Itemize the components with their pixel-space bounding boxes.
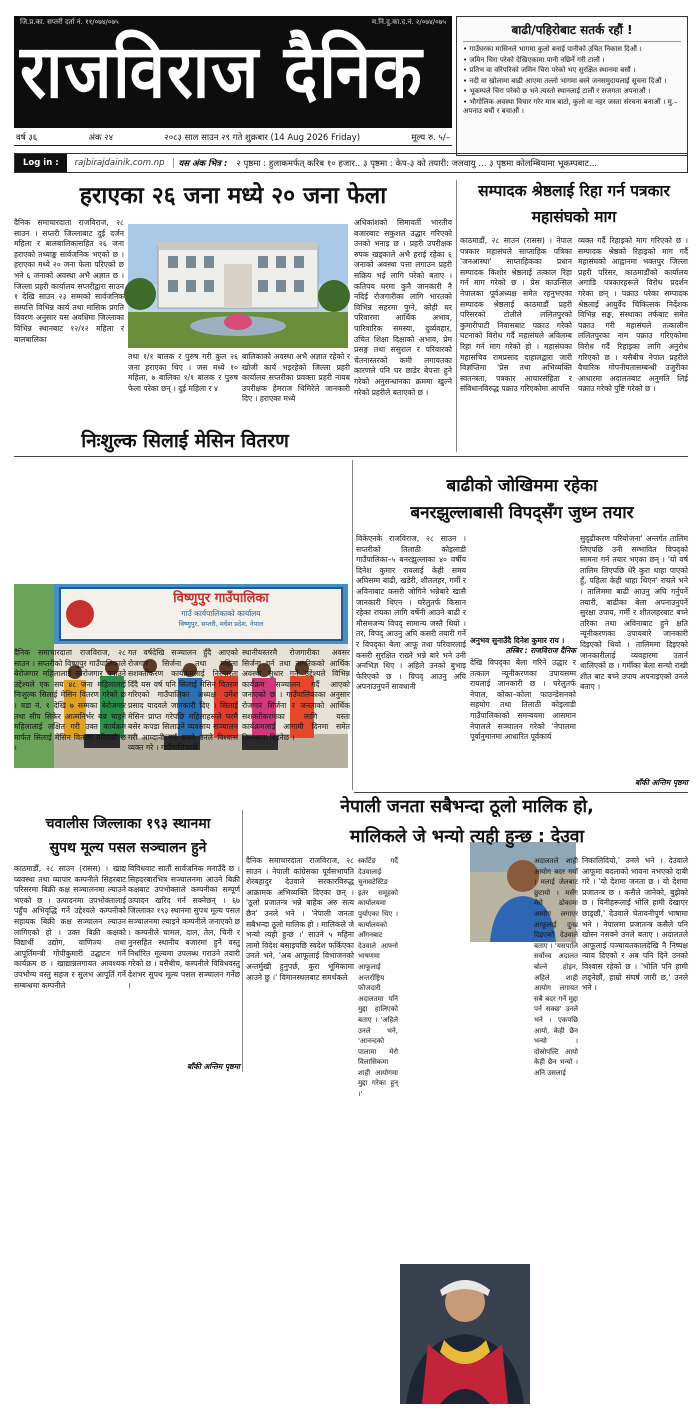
- headline-sewing-machine: निःशुल्क सिलाई मेसिन वितरण: [81, 430, 289, 452]
- police-building-illustration: [128, 224, 348, 348]
- article-deuba-col1: दैनिक समाचारदाता राजविराज, २८ साउन । नेपाली कांग्रेसका पूर्वसभापति शेरबहादुर देउवाले सरकारविरुद्ध आक्रामक अभिव्यक्ति दिएका छन् । 'ठूलो प्रजातन्त्र भन्ने बाहेक अरु सत्य छैन' उनले भने । 'नेपाली जनता सबैभन्दा ठूलो मालिक हो । मालिकले जे भन्यो त्यही हुन्छ ।' साउने ५ महिना लामो विदेश बसाइपछि स्वदेश फर्किएका उनले भने, 'अब आफूलाई विभाजनको अन्तर्मुखी हुनुपर्छ, कुरा भूमिकामा आउने छु ।' विमानस्थलबाट समर्थकले: [246, 856, 354, 982]
- article-editor-col2: व्यक्त गर्दै रिहाइको माग गरिएको छ । सम्पादक श्रेष्ठको रिहाइको माग गर्दै महासंघको आह्वानमा भक्तपुर जिल्ला प्रहरी परिसर, काठमाडौंको कार्यालय अगाडि पत्रकारहरूले विरोध प्रदर्शन गरेका छन् । पक्राउ परेका सम्पादक श्रेष्ठलाई आयुर्वेद चिकित्सक निर्देशक विभिन्न सङ्घ, संस्थाका तर्फबाट समेत पक्राउ गरी महासंघले तत्कालीन ललितपुरका नाम पक्राउ गरिएकोमा विरोध गर्दै रिहाइका लागि अनुरोध गरिएको छ । यसैबीच नेपाल प्रहरीले वैचारिक गोपनीयतासम्बन्धी उजुरीका आधारमा अदालतबाट अनुमति लिई पक्राउ गरेको पुष्टि गरेको छ ।: [578, 236, 688, 394]
- headline-fair-price-2: सुपथ मूल्य पसल सञ्चालन हुने: [49, 840, 207, 856]
- notice-list: [463, 45, 681, 117]
- article-sewing-col2: गत वर्षदेखि सञ्चालन हुँदै आएको रोजगार सिर्जना तथा महिला सशक्तीकरण कार्यक्रमलाई निरन्तरता दिँदै यस वर्ष पनि सिलाई मेसिन वितरण गरिएको गाउँपालिका अध्यक्ष उमेश प्रसाद यादवले जानकारी दिए । सिलाई मेसिन प्राप्त गरेपछि महिलाहरूले घरमै बसेर कपडा सिलाउने व्यवसाय सञ्चालन गरी आम्दानी गर्न सक्ने उनले विश्वास व्यक्त गरे । गाउँपालिकाले: [128, 648, 238, 753]
- newspaper-title: राजविराज दैनिक: [20, 29, 424, 115]
- article-missing-col1: दैनिक समाचारदाता राजविराज, २८ साउन । सप्तरी जिल्लाबाट दुई दर्जन महिला र बालबालिकासहित २६ जना हराएको तथ्याङ्क सार्वजनिक भएको छ । हराएका मध्ये २० जना फेला परिएको छ भने ६ जनाको अवस्था अभै अज्ञात छ । जिल्ला प्रहरी कार्यालय सप्तरीद्वारा साउन १ देखि साउन २३ सम्मको सार्वजनिक सम्पत्ति विभिन्न कार्य तथा मासिक प्रगति विवरण अनुसार यस अवधिमा जिल्लाका विभिन्न स्थानबाट १२/१२ महिला र बालबालिका: [14, 218, 124, 344]
- column-divider: [352, 460, 353, 790]
- headline-flood-risk-1: बाढीको जोखिममा रहेका: [446, 476, 598, 496]
- ticker-bar: [14, 153, 688, 173]
- article-flood-col2: देखि विपद्का बेला गरिने उद्धार र तत्काल न्यूनीकरणका उपायसम्म रायलाई जानकारी छ । घरेलुतर्फ नेपाल, कोका–कोला फाउन्डेसनको सहयोग तथा तिलाठी कोइलाडी गाउँपालिकाको समन्वयमा आसमान नेपालले सञ्चालन गरेको 'नेपालमा पूर्वानुमानमा आधारित पूर्वकार्य: [470, 658, 576, 742]
- headline-missing-found: हराएका २६ जना मध्ये २० जना फेला: [79, 183, 387, 209]
- inside-label: यस अंक भित्र :: [178, 158, 228, 169]
- issue-date: २०८३ साल साउन २९ गते शुक्रबार (14 Aug 2026 Friday): [164, 133, 361, 143]
- article-deuba-col3: अदालतले शाही आयोग बदर गर्यो । मलाई जेलबाट छुटायो । मसँग मेरो ढोकामा आयोग लगाएर आफूलाई दुःख दिइएको देउवाले बताए । 'यसपालि सर्वोच्च अदालत बोल्ने होइन, अहिले शाही आयोग लगायत सबै बदर गर्ने मुद्दा पर्न सक्छ' उनले भने । एकपछि आयो, केही छैन भन्यो । दोस्रोपल्टि आयो केही छैन भन्यो । अनि उसलाई: [534, 857, 578, 1077]
- headline-editor-release: सम्पादक श्रेष्ठलाई रिहा गर्न पत्रकार महासंघको माग: [478, 182, 670, 226]
- photo-police-office: [128, 224, 348, 348]
- notice-item: • जमिन चिरा परेको देखिएकामा पानी नछिर्ने गरी टालौं ।: [463, 56, 681, 66]
- website-link[interactable]: rajbirajdainik.com.np: [67, 158, 174, 168]
- article-flood-col1: विकेएनके राजविराज, २८ साउन । सप्तरीको तिलाठी कोइलाडी गाउँपालिका–५ बनरझुल्लाका ४० वर्षीय दिनेश कुमार रायलाई केही समय अघिसम्म बाढी, खडेरी, शीतलहर, गर्मी र अविनाबाट कसरी जोगिने भन्नेबारे खासै जानकारी थिएन । घरेलुतर्फ किसान रहेका रायका लागि वर्षेनी आउने बाढी र मौसमजन्य विपद् सामान्य जस्तै थियो । तर, विपद् आउनु अघि कसरी तयारी गर्ने र विपद्का बेला आफू तथा परिवारलाई कसरी सुरक्षित राख्ने भन्ने बारे भने उनी अनभिज्ञ थिए । अहिले उनको बुभाइ फेरिएको छ । विपद् आउनु अघि अपनाउनुपर्ने सावधानी: [356, 534, 466, 692]
- issue-number: अंक २४: [88, 133, 114, 143]
- article-missing-col4: अधिकांशको सिमावर्ती भारतीय बजारबाट सकुशल उद्धार गरिएको उनको भनाइ छ । प्रहरी उपरीक्षक रुपक खड्काले अभै हराई रहेका ६ जनाको अवस्था पत्ता लगाउन प्रहरी सक्रिय भई लागि परेको बताए । कतिपय घरमा कुनै जानकारी नै नदिई रोजगारीका लागि भारतको विभिन्न सहरमा पुग्ने, कोही घर परिवारमा आर्थिक अभाव, पारिवारिक समस्या, दुर्व्यवहार, उचित शिक्षा दिक्षाको अभाव, प्रेम प्रसङ्ग तथा ससुराल र परिवारको चेतनास्तरको कमी लगायतका कारणले पनि घर छाडेर बेपत्ता हुने गरेको अनुसन्धानका क्रममा खुल्ने गरेको प्रहरीले बताएको छ ।: [354, 218, 452, 397]
- notice-item: • भूकम्पले चिरा परेको छ भने त्यस्तो स्थानलाई टालौं र सजगता अपनाऔं ।: [463, 87, 681, 97]
- article-sewing-col1: दैनिक समाचारदाता राजविराज, २८ साउन । सप्तरीको विष्णुपुर गाउँपालिकाले बेरोजगार महिलालाई स्वरोजगार बनाउने उद्देश्यले एक सय ४८ जना महिलालाई निःशुल्क सिलाई मेसिन वितरण गरेको छ । वडा नं. १ देखि ७ सम्मका बेरोजगार तथा सीप सिकेर आत्मनिर्भर बन्न चाहने महिलालाई लक्षित गरी उक्त कार्यक्रम मार्फत सिलाई मेसिन वितरण गरिएको छ ।: [14, 648, 126, 753]
- article-editor-col1: काठमाडौं, २८ साउन (रासस) । नेपाल पत्रकार महासंघले साप्ताहिक पत्रिका 'जनआस्था' साप्ताहिकका प्रधान सम्पादक किशोर श्रेष्ठलाई तत्काल रिहा गर्न माग गरेको छ । प्रेस काउन्सिल नेपालका पूर्वअध्यक्ष समेत रहनुभएका सम्पादक श्रेष्ठलाई काठमाडौं प्रहरी परिसरको टोलीले ललितपुरको कुमारीपाटी निवासबाट पक्राउ गरेको घटनाको विरोध गर्दै महासंघले अविलम्ब रिहा गर्न माग गरेको हो । महासंघका महासचिव रामप्रसाद दाहालद्वारा जारी विज्ञप्तिमा 'प्रेस तथा अभिव्यक्ति स्वतन्त्रता, पत्रकार आचारसंहिता र संविधानविरुद्ध पक्राउ गरिएकोमा आपत्ति: [460, 236, 572, 394]
- article-flood-col3: सुदृढीकरण परियोजना' अन्तर्गत तालिम लिएपछि उनी सम्भावित विपद्को सामना गर्न तयार भएका छन् । 'यो वर्ष तालिम लिएपछि धेरै कुरा थाहा पाएको हुँ, पहिला केही थाहा थिएन' रायले भने । तालिममा बाढी आउनु अघि गर्नुपर्ने तयारी, बाढीका बेला अपनाउनुपर्ने सुरक्षा उपाय, गर्मी र शीतलहरबाट बच्ने तरिका तथा अविनाबाट हुने क्षति न्यूनीकरणका उपायबारे जानकारी दिइएको थियो । तालिममा दिइएको जानकारीलाई व्यवहारमा उतार्न थालिएको छ । गर्मीका बेला सन्चो राखी शीत बाट बच्ने उपाय अपनाइएको उनले बताए ।: [580, 534, 688, 692]
- headline-fair-price-1: चवालीस जिल्लाका १९३ स्थानमा: [45, 816, 211, 832]
- registration-right: म.नि.दु.का.द.नं. २/०७४/०७५: [371, 18, 446, 26]
- continued-notice: बाँकी अन्तिम पृष्ठमा: [635, 778, 688, 787]
- headline-flood-risk-2: बनरझुल्लाबासी विपद्सँग जुध्न तयार: [410, 503, 634, 523]
- price: मूल्य रु. ५/–: [411, 133, 450, 143]
- headline-deuba-2: मालिकले जे भन्यो त्यही हुन्छ : देउवा: [349, 827, 585, 847]
- article-missing-col2: तथा १/१ बालक र पुरुष गरी कुल २६ जना हराएका थिए । जस मध्ये १० महिला, ७ बालिका १/१ बालक र पुरुष फेला परेका छन् । दुई महिला र ४: [128, 352, 238, 393]
- photo-caption: अनुभव सुनाउँदै दिनेश कुमार राय ।: [470, 636, 565, 645]
- disaster-notice-box: [456, 16, 688, 156]
- column-divider: [456, 180, 457, 452]
- article-deuba-col2b: [358, 998, 528, 1072]
- article-missing-col3: बालिकाको अवस्था अभै अज्ञात रहेको र खोजी कार्य भइरहेको जिल्ला प्रहरी कार्यालय सप्तरीका प्रवक्ता प्रहरी नायब उपरीक्षक हेमराज थिमिरेले जानकारी दिए । हराएका मध्ये: [242, 352, 350, 404]
- section-divider: [14, 456, 688, 457]
- notice-item: • गाउँघरका मासिनले भागमा कुलो बनाई पानीको उचित निकास दिऔं ।: [463, 45, 681, 55]
- headline-deuba-1: नेपाली जनता सबैभन्दा ठूलो मालिक हो,: [340, 797, 594, 817]
- notice-item: • प्रतिभ वा वरिपरिको जमिन चिरा परेको भए सुरक्षित स्थानमा बसौं ।: [463, 66, 681, 76]
- continued-notice: बाँकी अन्तिम पृष्ठमा: [187, 1062, 240, 1071]
- article-sewing-col3: स्थानीयस्तरमै रोजगारीका अवसर सिर्जना गर्न तथा नागरिकको आर्थिक अवस्था सुधार गर्ने उद्देश्यले विभिन्न कार्यक्रम सञ्चालन गर्दै आएको जनाएको छ । गाउँपालिकाका अनुसार रोजगार सिर्जना र जनताको आर्थिक सशक्तीकरणका लागि यस्ता कार्यक्रमलाई आगामी दिनमा समेत निरन्तरता दिइनेछ ।: [242, 648, 350, 742]
- volume: वर्ष ३६: [16, 133, 38, 143]
- masthead: [14, 16, 452, 128]
- signboard-subtitle: गाउँ कार्यपालिकाको कार्यालय: [181, 609, 261, 618]
- signboard-title: विष्णुपुर गाउँपालिका: [173, 591, 269, 606]
- photo-deuba: [400, 1264, 530, 1404]
- notice-item: • भौगोलिक अवस्था विचार गरेर मात्र बाटो, कुलो वा नहर जस्ता संरचना बनाऔं । मु.–अपनाउ बचौं र बचाऔं ।: [463, 98, 681, 117]
- notice-item: • नदी वा खोलामा बाढी आएमा तल्लो भागमा बस्ने जनसमुदायलाई सूचना दिऔं ।: [463, 77, 681, 87]
- article-fairprice-col2: विविधवाट सातौं सार्वजनिक मनाउँदै छ । सिहदरबारभित्र सञ्चालनमा आउने बिक्री कक्षबाट उपभोक्ताले कम्पनीका सम्पूर्ण उत्पादन खरिद गर्न सक्नेछन् । ६७ जिल्लाका १९३ स्थानमा सुपथ मूल्य पसल सञ्चालनमा ल्याइने कम्पनीले जनाएको छ । कम्पनीले चामल, दाल, तेल, चिनी र नुनसहित स्थानीय बजारमा हुने वस्तु निर्धारित मूल्यमा उपलब्ध गराउने तयारी गरेको छ । यसैबीच, कम्पनीले विविधवस्तु देशभर सुपथ मूल्य पसल सञ्चालन गर्नेछ ।: [128, 864, 240, 990]
- inside-contents: २ पृष्ठमा : हुलाकमर्फत् करिब १० हजार.. ३ पृष्ठमा : केप-३ को तयारी: जलवायु ... ३ पृष्ठमा कोलम्बियामा भूकम्पबाट...: [236, 158, 597, 169]
- column-divider: [242, 810, 243, 1072]
- article-deuba-col2: स्कर्टिङ गर्दै देउवालाई चुनावटेस्टिङ इतर समूहको कार्यालयमा पुर्याएका थिए । कार्यालयको आँगनबाट देउवाले आफ्नो भाषणमा आफूलाई अन्तर्राष्ट्रिय फौजदारी अदालतमा पनि मुद्दा हालिएको बताए । 'अहिले उनले भने, 'आनन्दको पालामा मेरो विलासिकमा शाही आयोगमा मुद्दा गरेका हुन् ।': [358, 857, 398, 1099]
- issue-info-bar: [14, 130, 452, 146]
- article-deuba-col4: निकालिदियो,' उनले भने । देउवाले आफूमा बदलाको भावना नभएको दाबी गरे । 'यो देशमा जनता छ । यो देशमा प्रजातन्त्र छ । कसैले जानेको, बुझेको छ । यिनीहरूलाई भोलि हामी देखाएर छाड्छौं,' देउवाले चेतावनीपूर्ण भाषामा भने । नेपालमा प्रजातन्त्र कसैले पनि खोस्न नसक्ने उनले बताए । अदालतले आफूलाई पञ्चायतकालदेखि नै निष्पक्ष न्याय दिएको र अब पनि दिने उनको विश्वास रहेको छ । 'भोलि पनि हामी लड्नेछौं, हाम्रो संघर्ष जारी छ,' उनले भने ।: [582, 856, 688, 993]
- signboard-address: विष्णुपुर, सप्तरी, मधेश प्रदेश, नेपाल: [178, 620, 264, 628]
- deuba-portrait-illustration: [400, 1264, 530, 1404]
- notice-title: बाढी/पहिरोबाट सतर्क रहौं !: [463, 21, 681, 42]
- article-fairprice-col1: काठमाडौं, २८ साउन (रासस) । खाद्य व्यवस्था तथा व्यापार कम्पनीले सिहरबाट परिसरमा बिक्री कक्ष सञ्चालनमा ल्याउने भएको छ । उत्पादनमा उपभोक्तालाई पहुँच अभिवृद्धि गर्ने उद्देश्यले कम्पनीको सहायक बिक्री कक्ष सञ्चालन ल्याउन लागिएको हो । उक्त बिक्री कक्षको विद्यार्थी उद्योग, वाणिज्य तथा आपूर्तिमन्त्री गोपीकुमारी उद्घाटन गर्ने कार्यक्रम छ । खाद्यान्नलगायत आवश्यक उपभोग्य वस्तु सहज र सुलभ आपूर्ति गर्ने सम्बन्धमा कम्पनीले: [14, 864, 126, 990]
- login-label[interactable]: Log in :: [15, 154, 67, 172]
- photo-credit: तस्बिर : राजविराज दैनिक: [505, 646, 576, 655]
- registration-left: जि.प्र.का. सप्तरी दर्ता नं. ११/०७४/०७५: [20, 18, 119, 26]
